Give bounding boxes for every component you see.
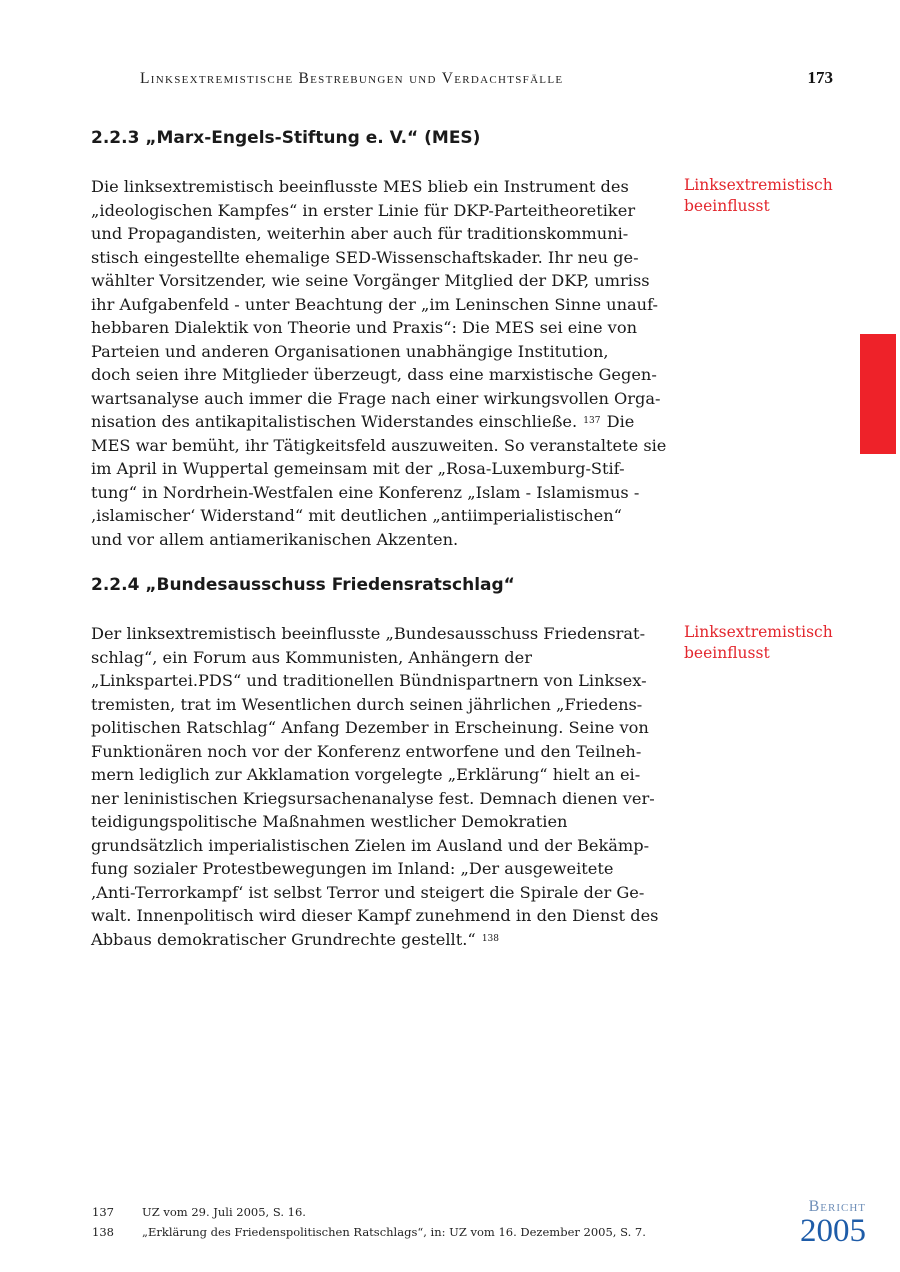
- text-line: teidigungspolitische Maßnahmen westlicher Demokratien: [91, 812, 568, 831]
- text-line: wartsanalyse auch immer die Frage nach einer wirkungsvollen Orga-: [91, 388, 661, 408]
- text-fragment: nisation des antikapitalistischen Widerstandes einschließe.: [91, 412, 578, 431]
- text-fragment: Die: [606, 412, 635, 431]
- paragraph-mes: [91, 175, 667, 551]
- brand-year: 2005: [800, 1213, 866, 1249]
- page-number: 173: [807, 68, 833, 87]
- text-fragment: Abbaus demokratischer Grundrechte gestellt.“: [91, 929, 476, 949]
- text-line: Der linksextremistisch beeinflusste „Bundesausschuss Friedensrat-: [91, 624, 646, 643]
- text-line: tung“ in Nordrhein-Westfalen eine Konferenz „Islam - Islamismus -: [91, 482, 640, 502]
- text-line: „ideologischen Kampfes“ in erster Linie für DKP-Parteitheoretiker: [91, 200, 636, 220]
- text-line: walt. Innenpolitisch wird dieser Kampf zunehmend in den Dienst des: [91, 906, 659, 925]
- section-heading-friedensratschlag: 2.2.4 „Bundesausschuss Friedensratschlag“: [91, 575, 515, 595]
- margin-note-line: beeinflusst: [684, 196, 770, 215]
- margin-note-mes: [684, 175, 864, 216]
- footnote-reference[interactable]: 137: [583, 416, 601, 426]
- footnote: [92, 1202, 646, 1222]
- text-line: grundsätzlich imperialistischen Zielen im Ausland und der Bekämp-: [91, 835, 650, 855]
- text-line: ihr Aufgabenfeld - unter Beachtung der „im Leninschen Sinne unauf-: [91, 294, 658, 314]
- footnote-number: 138: [92, 1225, 114, 1239]
- text-line: Parteien und anderen Organisationen unabhängige Institution,: [91, 341, 609, 361]
- text-line: wählter Vorsitzender, wie seine Vorgänger Mitglied der DKP, umriss: [91, 271, 650, 290]
- brand-word: Bericht: [808, 1198, 866, 1215]
- footnote-text: „Erklärung des Friedenspolitischen Ratschlags“, in: UZ vom 16. Dezember 2005, S. 7.: [142, 1225, 646, 1239]
- margin-note-line: Linksextremistisch: [684, 176, 833, 194]
- text-line: „Linkspartei.PDS“ und traditionellen Bündnispartnern von Linksex-: [91, 671, 647, 690]
- footnote-number: 137: [92, 1205, 114, 1219]
- text-line-with-footnote: [91, 410, 659, 434]
- text-line: stisch eingestellte ehemalige SED-Wissenschaftskader. Ihr neu ge-: [91, 247, 639, 267]
- text-line: ner leninistischen Kriegsursachenanalyse fest. Demnach dienen ver-: [91, 788, 655, 808]
- text-line: ‚Anti-Terrorkampf‘ ist selbst Terror und steigert die Spirale der Ge-: [91, 882, 645, 902]
- margin-note-friedensratschlag: [684, 622, 864, 663]
- text-line: und Propagandisten, weiterhin aber auch für traditionskommuni-: [91, 224, 629, 243]
- footnotes: [92, 1202, 646, 1242]
- text-line: tremisten, trat im Wesentlichen durch seinen jährlichen „Friedens-: [91, 694, 643, 714]
- text-line: hebbaren Dialektik von Theorie und Praxis“: Die MES sei eine von: [91, 318, 637, 337]
- text-line: fung sozialer Protestbewegungen im Inland: „Der ausgeweitete: [91, 859, 614, 878]
- margin-note-line: Linksextremistisch: [684, 623, 833, 641]
- text-line: politischen Ratschlag“ Anfang Dezember in Erscheinung. Seine von: [91, 718, 649, 737]
- side-tab-marker: [860, 334, 896, 454]
- text-line: MES war bemüht, ihr Tätigkeitsfeld auszuweiten. So veranstaltete sie: [91, 435, 667, 455]
- report-brand-logo: [800, 1198, 866, 1249]
- margin-note-line: beeinflusst: [684, 643, 770, 662]
- text-line: Die linksextremistisch beeinflusste MES blieb ein Instrument des: [91, 177, 629, 196]
- text-line: und vor allem antiamerikanischen Akzenten.: [91, 529, 459, 549]
- footnote: [92, 1222, 646, 1242]
- footnote-reference[interactable]: 138: [481, 933, 500, 944]
- running-head: Linksextremistische Bestrebungen und Verdachtsfälle: [140, 70, 564, 87]
- text-line: schlag“, ein Forum aus Kommunisten, Anhängern der: [91, 647, 532, 667]
- text-line: mern lediglich zur Akklamation vorgelegte „Erklärung“ hielt an ei-: [91, 765, 641, 784]
- text-line: doch seien ihre Mitglieder überzeugt, dass eine marxistische Gegen-: [91, 365, 657, 384]
- text-line: im April in Wuppertal gemeinsam mit der „Rosa-Luxemburg-Stif-: [91, 459, 625, 478]
- footnote-text: UZ vom 29. Juli 2005, S. 16.: [142, 1205, 306, 1219]
- text-line-with-footnote: [91, 928, 659, 952]
- text-line: Funktionären noch vor der Konferenz entworfene und den Teilneh-: [91, 741, 642, 761]
- paragraph-friedensratschlag: [91, 622, 659, 951]
- section-heading-mes: 2.2.3 „Marx-Engels-Stiftung e. V.“ (MES): [91, 128, 481, 148]
- text-line: ‚islamischer‘ Widerstand“ mit deutlichen „antiimperialistischen“: [91, 506, 622, 525]
